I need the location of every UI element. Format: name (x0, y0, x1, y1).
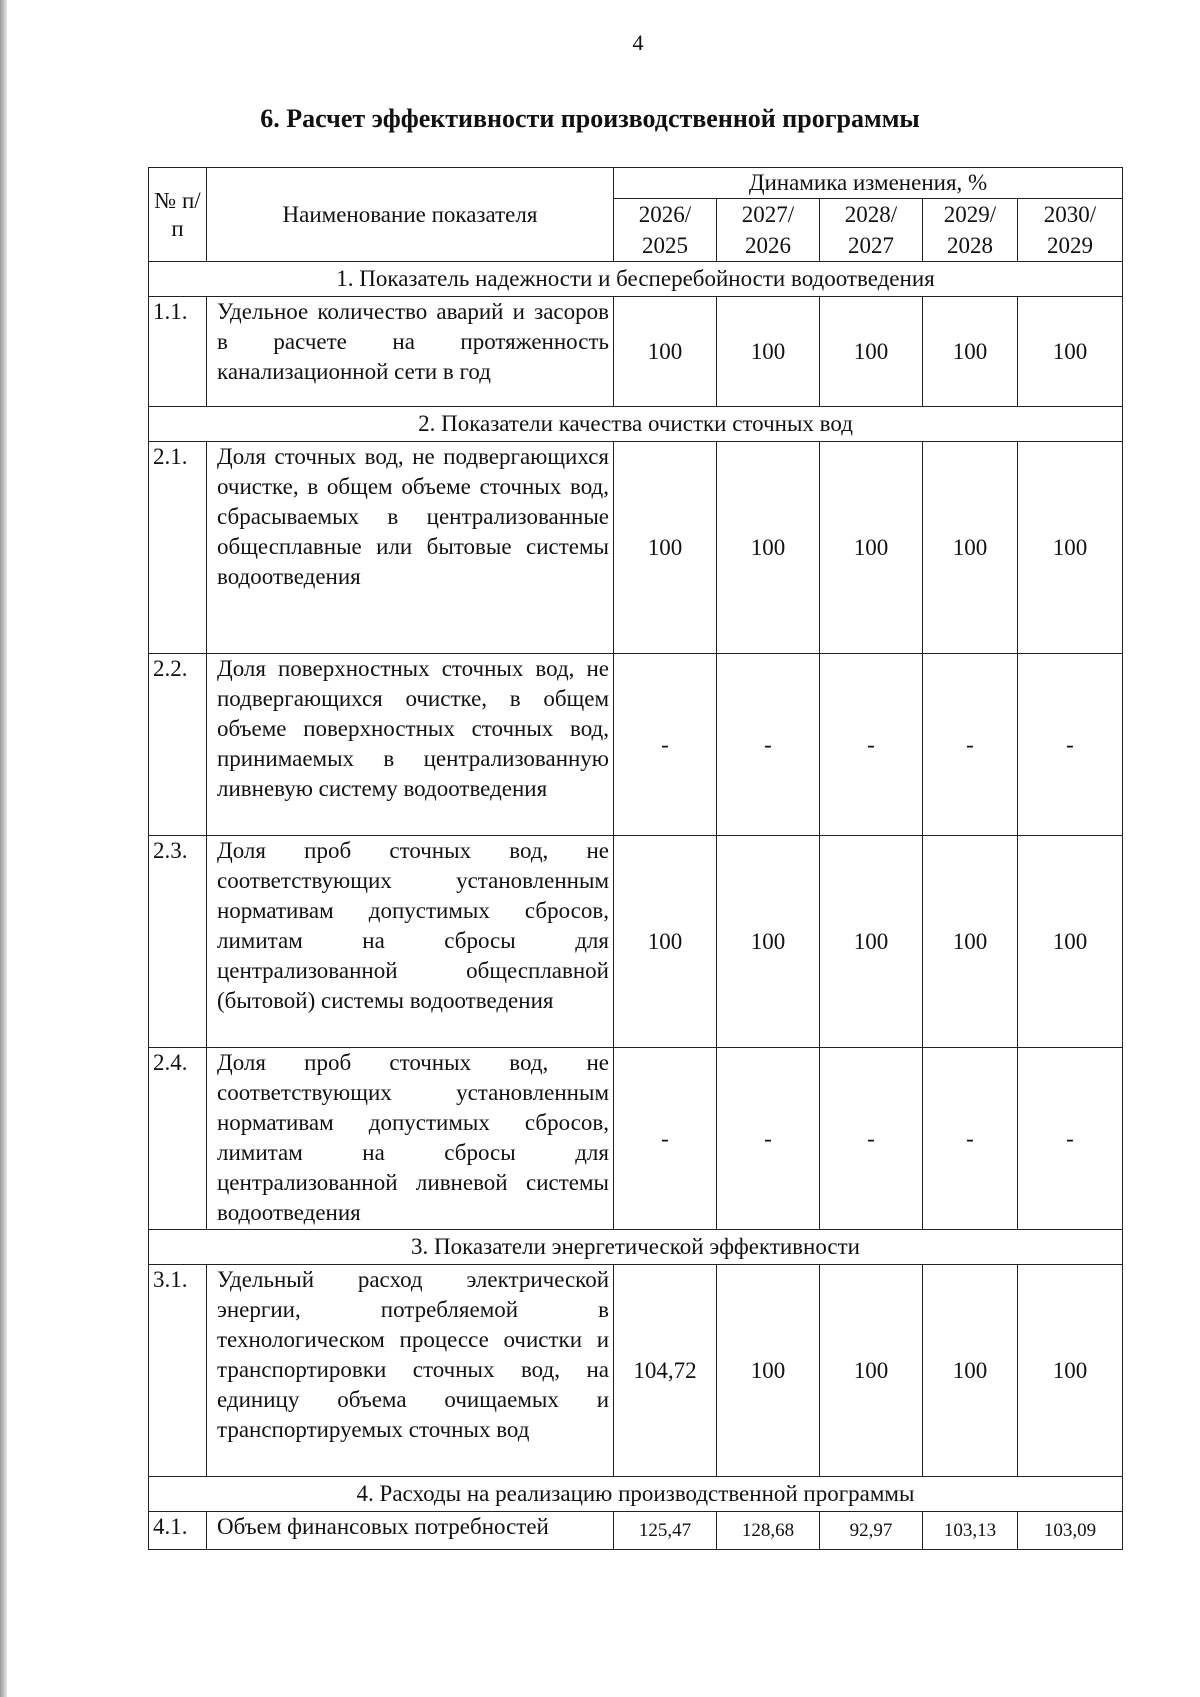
row-indicator-name: Доля поверхностных сточных вод, не подвергающихся очистке, в общем объеме поверхностных сточных вод, принимаемых в централизованную ливневую систему водоотведения (207, 654, 614, 836)
row-value: - (820, 1048, 923, 1230)
header-indicator-name: Наименование показателя (207, 168, 614, 262)
row-value: 100 (820, 297, 923, 407)
header-year: 2030/ 2029 (1018, 199, 1123, 262)
section-row (149, 262, 1123, 297)
row-value: 100 (923, 442, 1018, 654)
row-number: 2.3. (149, 836, 207, 1048)
row-indicator-name: Доля проб сточных вод, не соответствующих установленным нормативам допустимых сбросов, лимитам на сбросы для централизованной ливневой системы водоотведения (207, 1048, 614, 1230)
row-value: 100 (923, 1265, 1018, 1477)
row-value: 100 (614, 297, 717, 407)
table-row (149, 1048, 1123, 1230)
row-number: 1.1. (149, 297, 207, 407)
row-value: 100 (717, 297, 820, 407)
row-value: 103,13 (923, 1512, 1018, 1550)
row-value: 100 (614, 442, 717, 654)
row-indicator-name: Удельный расход электрической энергии, потребляемой в технологическом процессе очистки и транспортировки сточных вод, на единицу объема очищаемых и транспортируемых сточных вод (207, 1265, 614, 1477)
header-number: № п/п (149, 168, 207, 262)
row-value: - (820, 654, 923, 836)
table-row (149, 1265, 1123, 1477)
row-value: 125,47 (614, 1512, 717, 1550)
table-row (149, 654, 1123, 836)
document-title: 6. Расчет эффективности производственной программы (260, 104, 920, 133)
row-value: 100 (1018, 297, 1123, 407)
row-number: 2.2. (149, 654, 207, 836)
row-value: - (923, 654, 1018, 836)
row-value: 100 (820, 1265, 923, 1477)
header-year: 2028/ 2027 (820, 199, 923, 262)
row-value: - (717, 654, 820, 836)
row-value: 100 (717, 836, 820, 1048)
row-value: - (1018, 654, 1123, 836)
table-row (149, 836, 1123, 1048)
row-indicator-name: Объем финансовых потребностей (207, 1512, 614, 1550)
efficiency-table (148, 167, 1123, 1550)
section-row (149, 1230, 1123, 1265)
row-indicator-name: Доля сточных вод, не подвергающихся очистке, в общем объеме сточных вод, сбрасываемых в централизованные общесплавные или бытовые системы водоотведения (207, 442, 614, 654)
scan-left-edge (0, 0, 7, 1697)
section-title: 4. Расходы на реализацию производственной программы (149, 1477, 1123, 1512)
header-year: 2027/ 2026 (717, 199, 820, 262)
row-number: 2.4. (149, 1048, 207, 1230)
row-value: - (1018, 1048, 1123, 1230)
section-row (149, 1477, 1123, 1512)
row-value: 92,97 (820, 1512, 923, 1550)
row-value: 100 (717, 442, 820, 654)
row-value: 128,68 (717, 1512, 820, 1550)
row-indicator-name: Доля проб сточных вод, не соответствующих установленным нормативам допустимых сбросов, лимитам на сбросы для централизованной общесплавной (бытовой) системы водоотведения (207, 836, 614, 1048)
header-year: 2026/ 2025 (614, 199, 717, 262)
row-value: - (614, 654, 717, 836)
row-value: 100 (820, 442, 923, 654)
row-value: 103,09 (1018, 1512, 1123, 1550)
section-title: 1. Показатель надежности и бесперебойности водоотведения (149, 262, 1123, 297)
table-row (149, 442, 1123, 654)
row-value: 104,72 (614, 1265, 717, 1477)
table-row (149, 1512, 1123, 1550)
page-number: 4 (632, 30, 644, 55)
section-title: 3. Показатели энергетической эффективности (149, 1230, 1123, 1265)
row-number: 2.1. (149, 442, 207, 654)
row-number: 4.1. (149, 1512, 207, 1550)
row-indicator-name: Удельное количество аварий и засоров в расчете на протяженность канализационной сети в год (207, 297, 614, 407)
row-value: - (717, 1048, 820, 1230)
row-value: - (923, 1048, 1018, 1230)
header-year: 2029/ 2028 (923, 199, 1018, 262)
table-row (149, 297, 1123, 407)
row-number: 3.1. (149, 1265, 207, 1477)
table-header-row (149, 168, 1123, 199)
row-value: 100 (923, 297, 1018, 407)
header-dynamics: Динамика изменения, % (614, 168, 1123, 199)
row-value: 100 (1018, 442, 1123, 654)
row-value: 100 (923, 836, 1018, 1048)
row-value: 100 (1018, 836, 1123, 1048)
section-row (149, 407, 1123, 442)
row-value: - (614, 1048, 717, 1230)
row-value: 100 (820, 836, 923, 1048)
row-value: 100 (1018, 1265, 1123, 1477)
row-value: 100 (717, 1265, 820, 1477)
section-title: 2. Показатели качества очистки сточных вод (149, 407, 1123, 442)
row-value: 100 (614, 836, 717, 1048)
